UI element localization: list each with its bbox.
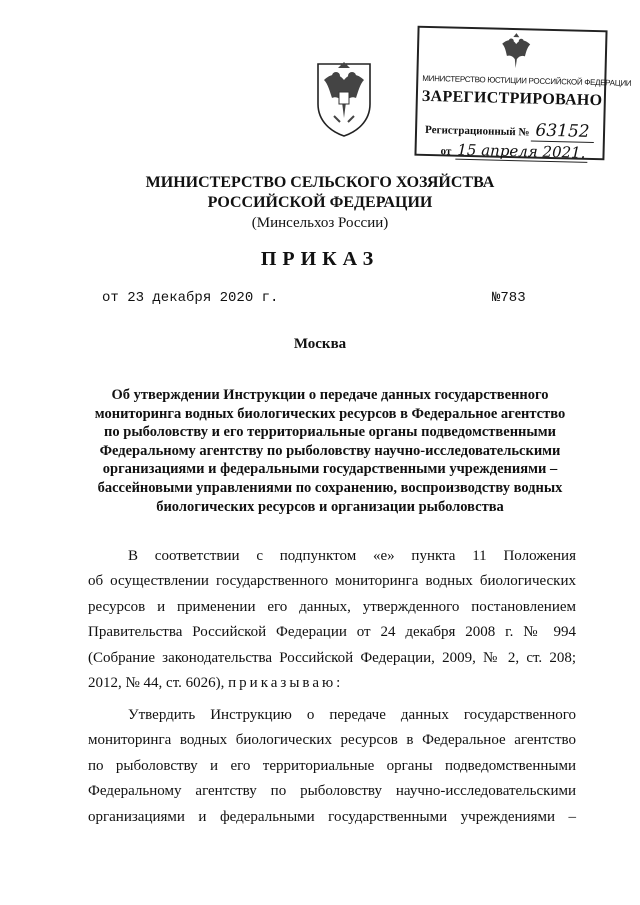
ministry-short-name: (Минсельхоз России) <box>251 215 389 231</box>
paragraph-preamble <box>88 544 576 696</box>
paragraph-line: Федеральному агентству по рыболовству научно-исследовательскими <box>88 783 576 800</box>
paragraph-line: Правительства Российской Федерации от 24 декабря 2008 г. № 994 <box>88 624 576 641</box>
paragraph-line: Утвердить Инструкцию о передаче данных государственного <box>128 707 576 723</box>
subject-line: биологических ресурсов и организации рыболовства <box>156 498 504 515</box>
stamp-date-value: 15 апреля 2021. <box>455 141 588 163</box>
order-city: Москва <box>293 336 347 352</box>
paragraph-last-line <box>88 671 576 696</box>
order-directive: приказываю: <box>228 674 344 691</box>
paragraph-line: В соответствии с подпунктом «е» пункта 11 Положения <box>128 548 576 564</box>
stamp-reg-number-value: 63152 <box>531 121 594 144</box>
ministry-name-line2: РОССИЙСКОЙ ФЕДЕРАЦИИ <box>207 194 433 211</box>
stamp-registration-number <box>425 118 594 142</box>
stamp-date-label: от <box>440 145 452 158</box>
subject-line: по рыболовству и его территориальные органы подведомственными <box>104 424 556 441</box>
paragraph-line: мониторинга водных биологических ресурсов в Федеральное агентство <box>88 732 576 749</box>
stamp-ministry-name: МИНИСТЕРСТВО ЮСТИЦИИ РОССИЙСКОЙ ФЕДЕРАЦИИ <box>422 73 632 88</box>
paragraph-line: об осуществлении государственного мониторинга водных биологических <box>88 573 576 590</box>
stamp-reg-number-label: Регистрационный № <box>424 123 530 139</box>
subject-line: Об утверждении Инструкции о передаче данных государственного <box>111 387 549 403</box>
order-title: ПРИКАЗ <box>260 248 380 270</box>
paragraph-line: ресурсов и применении его данных, утвержденного постановлением <box>88 598 576 615</box>
paragraph-line: по рыболовству и его территориальные органы подведомственными <box>88 757 576 774</box>
paragraph-approval <box>88 703 576 830</box>
subject-line: Федеральному агентству по рыболовству научно-исследовательскими <box>99 442 561 459</box>
ministry-name-line1: МИНИСТЕРСТВО СЕЛЬСКОГО ХОЗЯЙСТВА <box>145 174 495 191</box>
stamp-registered-label: ЗАРЕГИСТРИРОВАНО <box>421 87 603 110</box>
order-subject <box>80 386 580 516</box>
paragraph-line: организациями и федеральными государственными учреждениями – <box>88 808 576 825</box>
order-date: от 23 декабря 2020 г. <box>102 290 279 306</box>
order-number: №783 <box>492 290 526 306</box>
paragraph-line: (Собрание законодательства Российской Федерации, 2009, № 2, ст. 208; <box>88 649 576 666</box>
paragraph-last-text: 2012, № 44, ст. 6026), <box>88 674 225 691</box>
stamp-emblem-icon <box>499 32 534 73</box>
stamp-date <box>440 140 587 162</box>
subject-line: мониторинга водных биологических ресурсов в Федеральное агентство <box>94 405 566 422</box>
subject-line: организациями и федеральными государственными учреждениями – <box>102 461 558 478</box>
registration-stamp <box>414 26 632 162</box>
subject-line: бассейновыми управлениями по сохранению, воспроизводству водных <box>97 479 563 496</box>
coat-of-arms-icon <box>312 58 376 138</box>
